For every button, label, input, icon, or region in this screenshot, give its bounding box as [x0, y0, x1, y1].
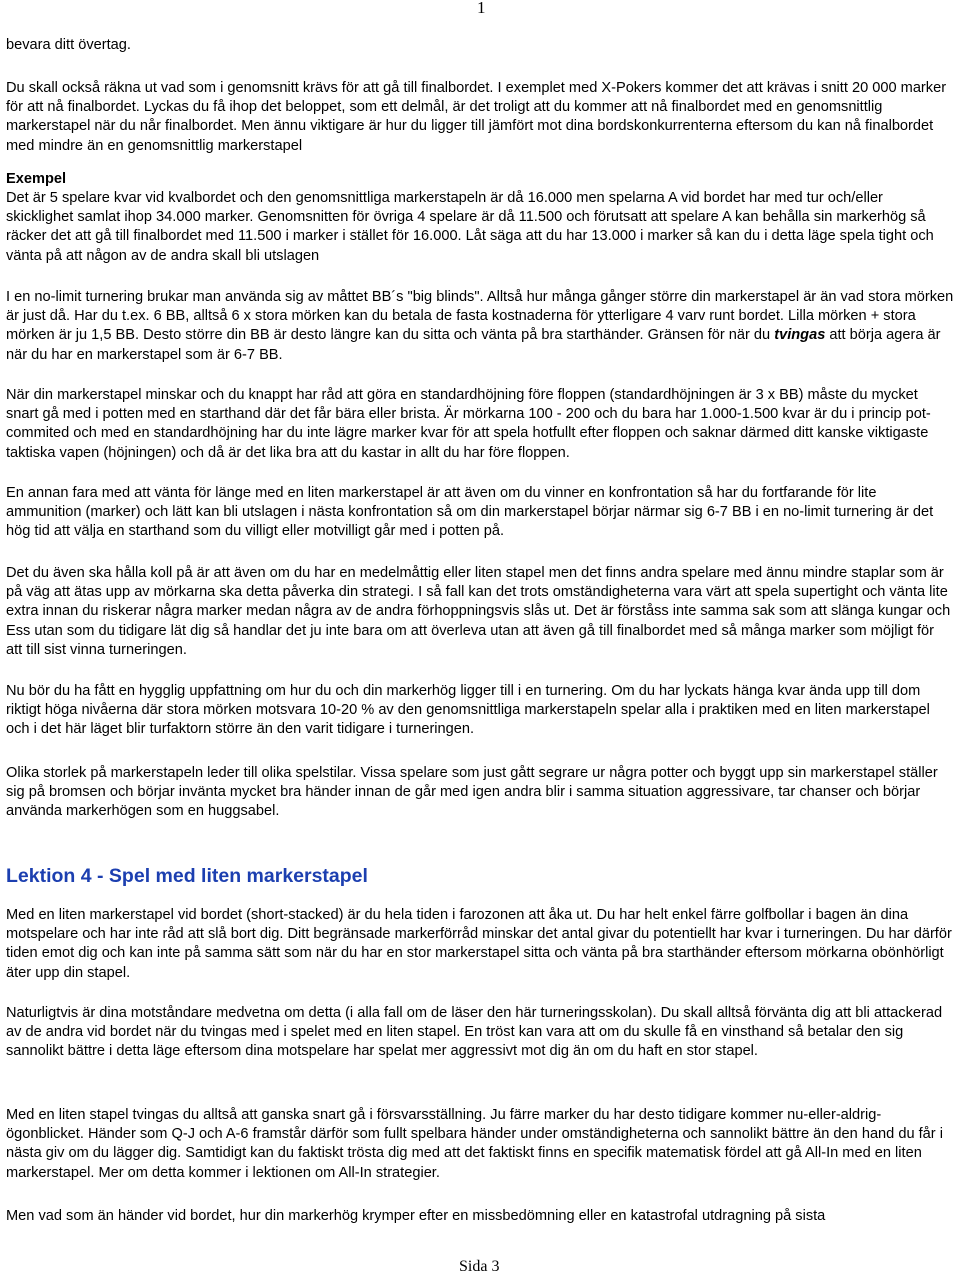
paragraph-11: Naturligtvis är dina motståndare medvetna om detta (i alla fall om de läser den här turneringsskolan). Du skall alltså förvänta dig att bli attackerad av de andra vid bordet när du tvingas med i spelet med en liten stapel. En tröst kan vara att om du skulle få en vinsthand så betalar den sig sannolikt bättre i detta läge eftersom dina motspelare har spelat mer aggressivt mot dig än om du haft en stor stapel. [6, 1005, 943, 1060]
paragraph-5: När din markerstapel minskar och du knappt har råd att göra en standardhöjning före floppen (standardhöjningen är 3 x BB) måste du mycket snart gå med i potten med en starthand där det får bära eller brista. Är mörkarna 100 - 200 och du bara har 1.000-1.500 kvar är du i princip pot-commited och med en standardhöjning har du inte lägre marker kvar för att spela hotfullt efter floppen och saknar därmed ditt kanske viktigaste taktiska vapen (höjningen) och då är det lika bra att du kastar in allt du har före floppen. [6, 387, 931, 461]
paragraph-6: En annan fara med att vänta för länge med en liten markerstapel är att även om du vinner en konfrontation så har du fortfarande för lite ammunition (marker) och lätt kan bli utslagen i nästa konfrontation så om din markerstapel börjar närmar sig 6-7 BB i en no-limit turnering är det hög tid att välja en starthand som du villigt eller motvilligt går med i potten på. [6, 485, 934, 540]
paragraph-10: Med en liten markerstapel vid bordet (short-stacked) är du hela tiden i farozonen att åka ut. Du har helt enkel färre golfbollar i bagen än dina motspelare och har inte råd att slå bort dig. Ditt begränsade markerförråd minskar det antal givar du potentiellt har kvar i turneringen. Du har därför tiden emot dig och kan inte på samma sätt som när du har en stor markerstapel sitta och vänta på bra starthänder eftersom mörkarna obönhörligt äter upp din stapel. [6, 907, 952, 981]
paragraph-4-end: att börja agera är när du har en markerstapel som är 6-7 BB. [6, 327, 941, 363]
example-label-text: Exempel [6, 171, 67, 187]
example-label [6, 170, 954, 189]
paragraph-9: Olika storlek på markerstapeln leder till olika spelstilar. Vissa spelare som just gått segrare ur några potter och byggt upp sin markerstapel ställer sig på bromsen och börjar invänta mycket bra händer innan de går med igen andra blir i samma situation aggressivare, tar chanser och börjar använda markerhögen som en huggsabel. [6, 765, 938, 820]
page-number-top: 1 [477, 0, 486, 17]
paragraph-2: Du skall också räkna ut vad som i genomsnitt krävs för att gå till finalbordet. I exemplet med X-Pokers kommer det att krävas i snitt 20 000 marker för att nå finalbordet. Lyckas du få ihop det beloppet, som ett delmål, är det troligt att du kommer att nå finalbordet med en genomsnittlig markerstapel när du når finalbordet. Men ännu viktigare är hur du ligger till jämfört mot dina bordskonkurrenterna eftersom du kan nå finalbordet med mindre än en genomsnittlig markerstapel [6, 80, 947, 154]
paragraph-13: Men vad som än händer vid bordet, hur din markerhög krymper efter en missbedömning eller en katastrofal utdragning på sista [6, 1208, 826, 1224]
paragraph-1: bevara ditt övertag. [6, 37, 131, 53]
paragraph-4-start: I en no-limit turnering brukar man använda sig av måttet BB´s "big blinds". Alltså hur många gånger större din markerstapel är än vad stora mörken är just då. Har du t.ex. 6 BB, alltså 6 x stora mörken kan du betala de fasta kostnaderna för ytterligare 4 varv runt bordet. Lilla mörken + stora mörken är ju 1,5 BB. Desto större din BB är desto längre kan du sitta och vänta på bra starthänder. Gränsen för när du [6, 289, 954, 344]
paragraph-3: Det är 5 spelare kvar vid kvalbordet och den genomsnittliga markerstapeln är då 16.000 men spelarna A vid bordet har med tur och/eller skicklighet samlat ihop 34.000 marker. Genomsnitten för övriga 4 spelare är då 11.500 och förutsatt att spelare A kan behålla sin markerhög så räcker det att gå till finalbordet med 11.500 i marker i stället för 16.000. Låt säga att du har 13.000 i marker så kan du i detta läge spela tight och vänta på att någon av de andra skall bli utslagen [6, 190, 934, 264]
paragraph-4 [6, 288, 954, 365]
footer-page-number: Sida 3 [459, 1258, 500, 1275]
lesson-heading: Lektion 4 - Spel med liten markerstapel [6, 865, 368, 887]
paragraph-7: Det du även ska hålla koll på är att även om du har en medelmåttig eller liten stapel men det finns andra spelare med ännu mindre staplar som är på väg att ätas upp av mörkarna ska detta påverka din strategi. I så fall kan det trots omständigheterna vara värt att spela supertight och vänta lite extra innan du riskerar några marker medan några av de andra förhoppningsvis slås ut. Det är förståss inte samma sak som att slänga kungar och Ess utan som du tidigare lät dig så handlar det ju inte bara om att överleva utan att även gå till finalbordet med så många marker som möjligt för att till sist vinna turneringen. [6, 565, 951, 658]
paragraph-12: Med en liten stapel tvingas du alltså att ganska snart gå i försvarsställning. Ju färre marker du har desto tidigare kommer nu-eller-aldrig-ögonblicket. Händer som Q-J och A-6 framstår därför som fullt spelbara händer under omständigheterna och sannolikt bättre än den hand du får i nästa giv om du lägger dig. Samtidigt kan du faktiskt trösta dig med att det faktiskt finns en specifik matematisk fördel att gå All-In med en liten markerstapel. Mer om detta kommer i lektionen om All-In strategier. [6, 1107, 943, 1181]
emphasis-tvingas: tvingas [774, 327, 826, 344]
paragraph-8: Nu bör du ha fått en hygglig uppfattning om hur du och din markerhög ligger till i en turnering. Om du har lyckats hänga kvar ända upp till dom riktigt höga nivåerna där stora mörken motsvara 10-20 % av den genomsnittliga markerstapeln spelar alla i praktiken med en liten markerstapel och i det här läget blir turfaktorn större än den varit tidigare i turneringen. [6, 683, 930, 738]
